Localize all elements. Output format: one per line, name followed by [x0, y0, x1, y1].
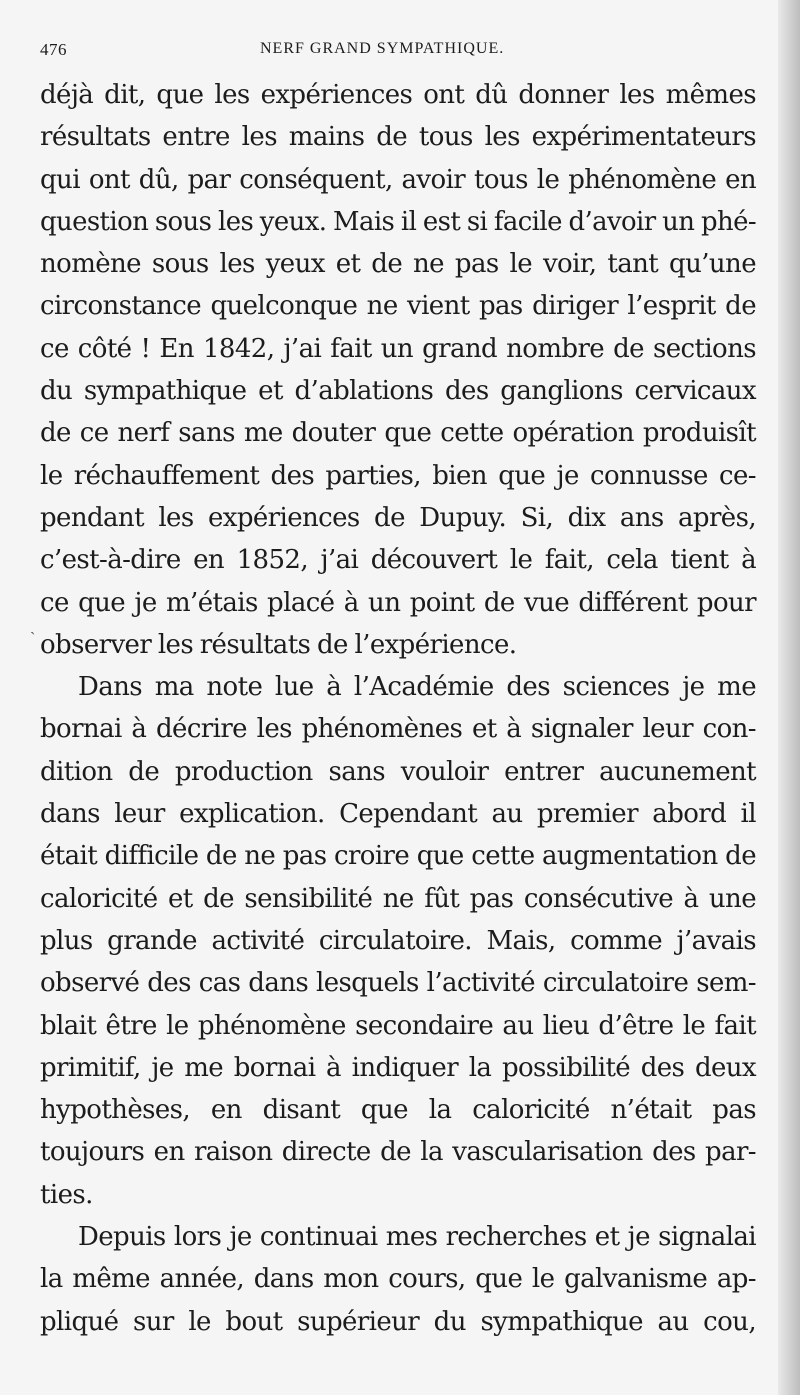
body-text	[40, 74, 756, 1343]
text-line: c’est-à-dire en 1852, j’ai découvert le fait, cela tient à	[40, 545, 756, 576]
stray-ink-mark: ˏ	[30, 616, 36, 635]
text-line: bornai à décrire les phénomènes et à signaler leur con-	[40, 714, 756, 745]
text-line: nomène sous les yeux et de ne pas le voir, tant qu’une	[40, 249, 756, 280]
text-line: dans leur explication. Cependant au premier abord il	[40, 799, 756, 830]
text-line: la même année, dans mon cours, que le galvanisme ap-	[40, 1264, 756, 1295]
text-line: toujours en raison directe de la vascularisation des par-	[40, 1137, 756, 1168]
text-line: pliqué sur le bout supérieur du sympathique au cou,	[40, 1306, 756, 1337]
text-line: était difficile de ne pas croire que cette augmentation de	[40, 841, 756, 872]
text-line: primitif, je me bornai à indiquer la possibilité des deux	[40, 1052, 756, 1083]
text-line: qui ont dû, par conséquent, avoir tous le phénomène en	[40, 164, 756, 195]
text-line: ce que je m’étais placé à un point de vue différent pour	[40, 587, 756, 618]
text-line: déjà dit, que les expériences ont dû donner les mêmes	[40, 80, 756, 110]
text-line: le réchauffement des parties, bien que je connusse ce-	[40, 460, 756, 491]
text-line: plus grande activité circulatoire. Mais, comme j’avais	[40, 925, 756, 956]
text-line: de ce nerf sans me douter que cette opération produisît	[40, 418, 756, 449]
page-header	[40, 36, 756, 68]
text-line: dition de production sans vouloir entrer aucunement	[40, 756, 756, 787]
text-line: observer les résultats de l’expérience.	[40, 629, 517, 660]
text-line: question sous les yeux. Mais il est si facile d’avoir un phé-	[40, 206, 757, 237]
text-line: observé des cas dans lesquels l’activité circulatoire sem-	[40, 968, 756, 999]
paragraph-first-line: Depuis lors je continuai mes recherches et je signalai	[78, 1222, 756, 1253]
text-line: caloricité et de sensibilité ne fût pas consécutive à une	[40, 883, 756, 914]
page-edge-shadow	[778, 0, 800, 1395]
text-line: ties.	[40, 1179, 93, 1210]
text-line: blait être le phénomène secondaire au lieu d’être le fait	[40, 1010, 756, 1041]
text-line: hypothèses, en disant que la caloricité n’était pas	[40, 1095, 756, 1126]
running-title: NERF GRAND SYMPATHIQUE.	[260, 40, 505, 57]
text-line: circonstance quelconque ne vient pas diriger l’esprit de	[40, 291, 756, 322]
text-line: du sympathique et d’ablations des ganglions cervicaux	[40, 376, 756, 407]
page-number: 476	[40, 40, 67, 59]
text-line: résultats entre les mains de tous les expérimentateurs	[40, 122, 756, 153]
text-line: ce côté ! En 1842, j’ai fait un grand nombre de sections	[40, 333, 756, 364]
paragraph-first-line: Dans ma note lue à l’Académie des sciences je me	[78, 672, 756, 703]
text-line: pendant les expériences de Dupuy. Si, dix ans après,	[40, 502, 756, 533]
